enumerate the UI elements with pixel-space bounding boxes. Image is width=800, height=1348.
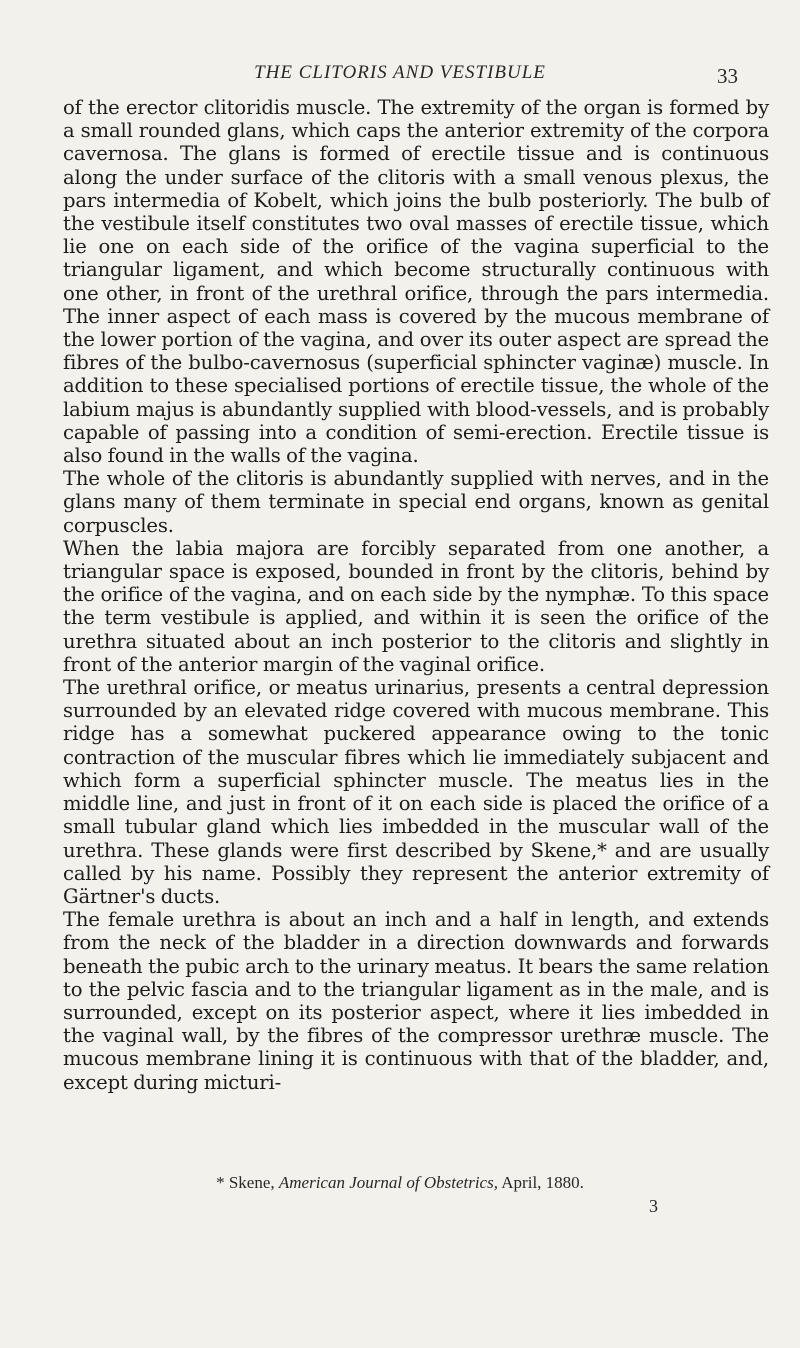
page-number: 33 bbox=[717, 64, 738, 88]
paragraph: When the labia majora are forcibly separated from one another, a triangular space is exposed, bounded in front by the clitoris, behind by the orifice of the vagina, and on each side by the nymphæ. To this space the term vestibule is applied, and within it is seen the orifice of the urethra situated about an inch posterior to the clitoris and slightly in front of the anterior margin of the vaginal orifice. bbox=[63, 536, 769, 676]
footnote-author: * Skene, bbox=[216, 1173, 275, 1192]
page-header bbox=[0, 58, 800, 92]
paragraph: The whole of the clitoris is abundantly supplied with nerves, and in the glans many of them terminate in special end organs, known as genital corpuscles. bbox=[63, 467, 769, 537]
paragraph: of the erector clitoridis muscle. The extremity of the organ is formed by a small rounded glans, which caps the anterior extremity of the corpora cavernosa. The glans is formed of erectile tissue and is continuous along the under surface of the clitoris with a small venous plexus, the pars intermedia of Kobelt, which joins the bulb posteriorly. The bulb of the vestibule itself constitutes two oval masses of erectile tissue, which lie one on each side of the orifice of the vagina superficial to the triangular ligament, and which become structurally continuous with one other, in front of the urethral orifice, through the pars intermedia. The inner aspect of each mass is covered by the mucous membrane of the lower portion of the vagina, and over its outer aspect are spread the fibres of the bulbo-cavernosus (superficial sphincter vaginæ) muscle. In addition to these specialised portions of erectile tissue, the whole of the labium majus is abundantly supplied with blood-vessels, and is probably capable of passing into a condition of semi-erection. Erectile tissue is also found in the walls of the vagina. bbox=[63, 96, 769, 468]
running-head: THE CLITORIS AND VESTIBULE bbox=[254, 62, 546, 83]
paragraph: The female urethra is about an inch and a half in length, and extends from the neck of the bladder in a direction downwards and forwards beneath the pubic arch to the urinary meatus. It bears the same relation to the pelvic fascia and to the triangular ligament as in the male, and is surrounded, except on its posterior aspect, where it lies imbedded in the vaginal wall, by the fibres of the compressor urethræ muscle. The mucous membrane lining it is continuous with that of the bladder, and, except during micturi- bbox=[63, 908, 769, 1094]
paragraph: The urethral orifice, or meatus urinarius, presents a central depression surrounded by an elevated ridge covered with mucous membrane. This ridge has a somewhat puckered appearance owing to the tonic contraction of the muscular fibres which lie immediately subjacent and which form a superficial sphincter muscle. The meatus lies in the middle line, and just in front of it on each side is placed the orifice of a small tubular gland which lies imbedded in the muscular wall of the urethra. These glands were first described by Skene,* and are usually called by his name. Possibly they represent the anterior extremity of Gärtner's ducts. bbox=[63, 676, 769, 908]
signature-mark: 3 bbox=[649, 1196, 658, 1216]
footnote bbox=[0, 1173, 800, 1193]
body-text bbox=[63, 96, 769, 1094]
footnote-journal: American Journal of Obstetrics, bbox=[278, 1173, 498, 1192]
footnote-date: April, 1880. bbox=[501, 1173, 584, 1192]
